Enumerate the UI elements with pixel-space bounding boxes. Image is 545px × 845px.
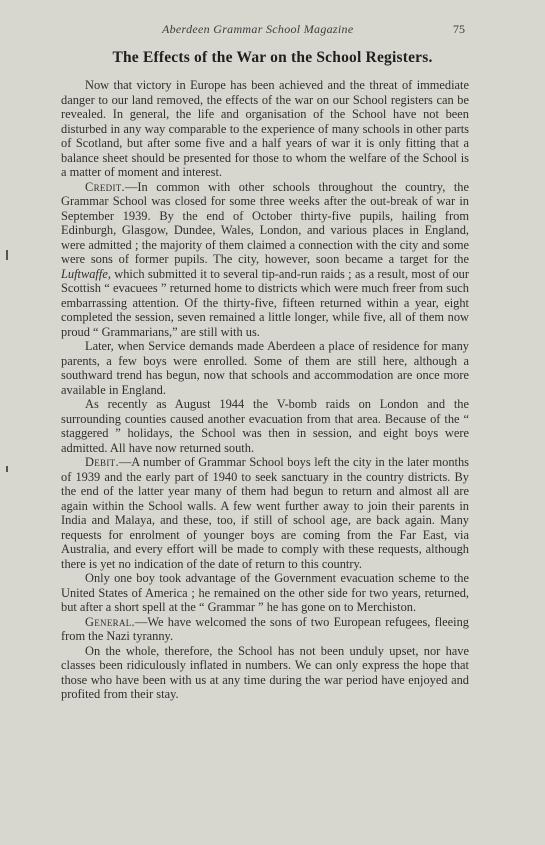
paragraph-v-bomb: As recently as August 1944 the V-bomb raids on London and the surrounding counties caused another evacuation from that area. Because of the “ staggered ” holidays, the School was then in session, and eight boys were admitted. All have now returned south. [61,397,469,455]
paragraph-general [61,615,469,644]
paragraph-debit-text: —A number of Grammar School boys left the city in the later months of 1939 and the early part of 1940 to seek sanctuary in the country districts. By the end of the latter year many of them had begun to return and almost all are again within the School walls. A few went further away to join their parents in India and Malaya, and these, too, if still of school age, are back again. Many requests for enrolment of younger boys are coming from the Far East, via Australia, and every effort will be made to comply with these requests, although there is yet no indication of the date of return to this country. [61,455,469,571]
paragraph-credit-text-a: —In common with other schools throughout the country, the Grammar School was closed for some three weeks after the out-break of war in September 1939. By the end of October thirty-five pupils, hailing from Edinburgh, Glasgow, Dundee, Wales, London, and various places in England, were admitted ; the majority of them claimed a connection with the city and some were sons of former pupils. The city, however, soon became a target for the [61,179,469,266]
magazine-name: Aberdeen Grammar School Magazine [162,22,354,36]
page-number: 75 [453,22,465,36]
margin-mark [6,250,8,260]
article-title: The Effects of the War on the School Registers. [112,49,433,66]
paragraph-evacuation-scheme: Only one boy took advantage of the Government evacuation scheme to the United States of America ; he remained on the other side for two years, returned, but after a short spell at the “ Grammar ” he has gone on to Merchiston. [61,571,469,614]
paragraph-debit [61,455,469,571]
article-body [61,78,469,702]
luftwaffe-italic: Luftwaffe [61,266,108,281]
paragraph-service: Later, when Service demands made Aberdeen a place of residence for many parents, a few boys were enrolled. Some of them are still here, although a southward trend has begun, now that schools and accommodation are once more available in England. [61,339,469,397]
section-heading-credit: Credit. [85,179,125,194]
section-heading-debit: Debit. [85,455,119,469]
paragraph-conclusion: On the whole, therefore, the School has not been unduly upset, nor have classes been ridiculously inflated in numbers. We can only express the hope that those who have been with us at any time during the war period have enjoyed and profited from their stay. [61,643,469,701]
paragraph-intro: Now that victory in Europe has been achieved and the threat of immediate danger to our land removed, the effects of the war on our School registers can be revealed. In general, the life and organisation of the School have not been disturbed in any way comparable to the experience of many schools in other parts of Scotland, but after some five and a half years of war it is only fitting that a balance sheet should be presented for those to whom the welfare of the School is a matter of moment and interest. [61,78,469,179]
margin-mark [6,466,8,472]
paragraph-credit-text-b: , which submitted it to several tip-and-run raids ; as a result, most of our Scottish “ evacuees ” returned home to districts which were much freer from such embarrassing attention. Of the thirty-five, fifteen returned within a year, eight completed the session, seven remained a little longer, while five, all of them now proud “ Grammarians,” are still with us. [61,266,469,339]
paragraph-credit [61,180,469,340]
section-heading-general: General. [85,614,135,629]
paragraph-general-text: —We have welcomed the sons of two European refugees, fleeing from the Nazi tyranny. [61,614,469,643]
